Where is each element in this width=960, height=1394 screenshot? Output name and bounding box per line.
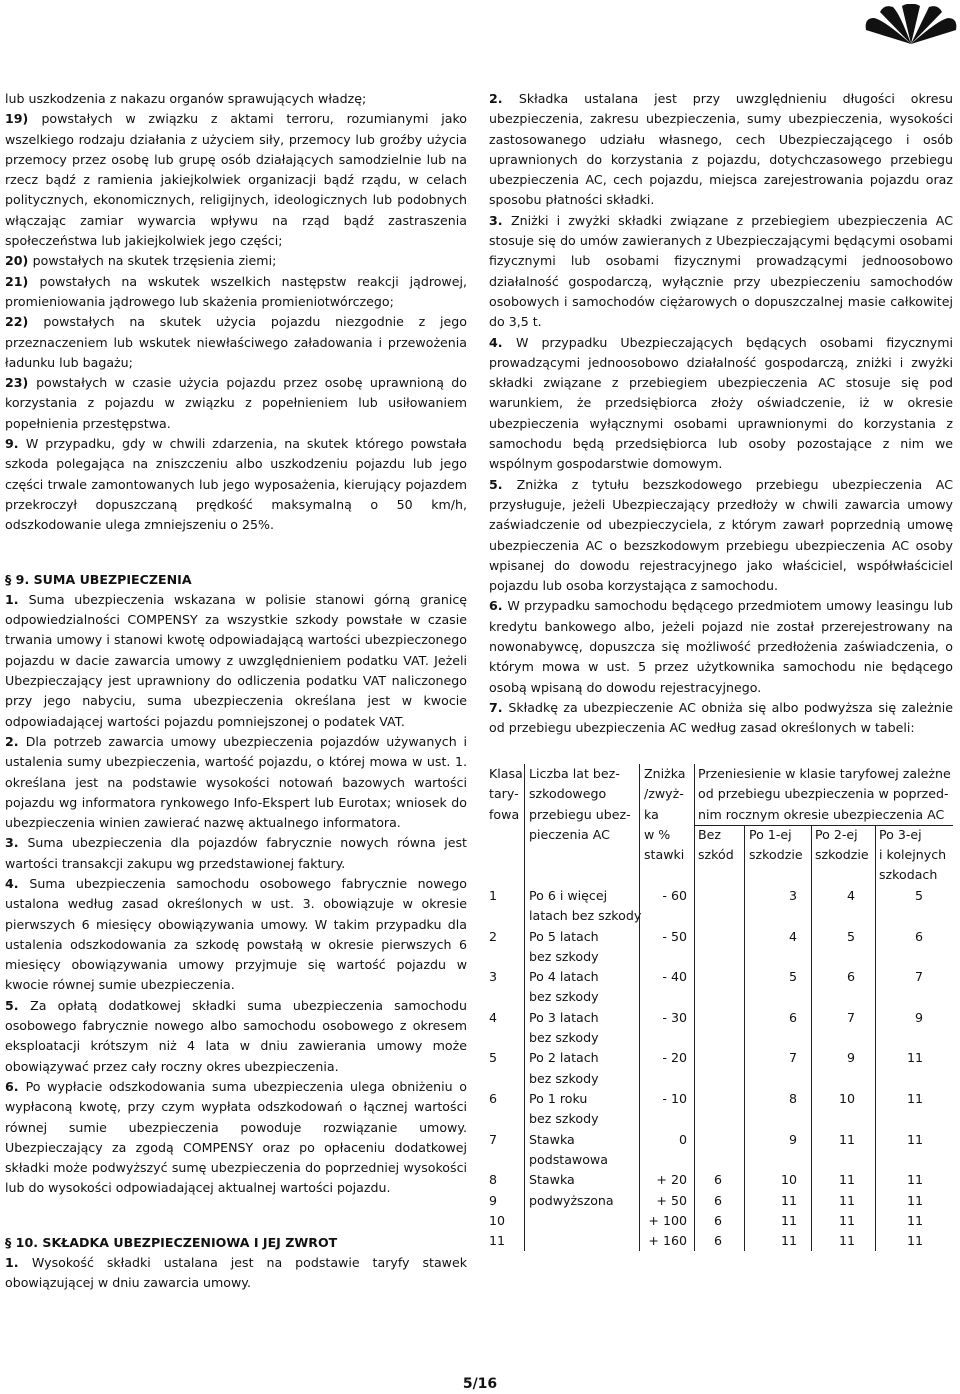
paragraph-number: 4. [5, 875, 30, 891]
table-border [811, 825, 812, 1252]
paragraph-number: 1. [5, 591, 29, 607]
paragraph-text: Suma ubezpieczenia samochodu osobowego fabrycznie nowego ustalona według zasad określonych w ust. 3. obowiązuje w okresie pierwszych 6 miesięcy obowiązywania umowy. W takim przypadku dla ustalenia odszkodowania za szkodę powstałą w okresie pierwszych 6 miesięcy obowiązywania umowy przyjmuje się wartość pojazdu w kwocie równej sumie ubezpieczenia. [5, 875, 467, 993]
table-cell-po-2: 11 [838, 1192, 855, 1208]
table-cell-po-1: 10 [780, 1172, 797, 1188]
paragraph [5, 373, 467, 434]
paragraph [5, 89, 467, 109]
table-cell-znizka: + 20 [656, 1172, 687, 1188]
paragraph [5, 732, 467, 833]
paragraph-text: Wysokość składki ustalana jest na podstawie taryfy stawek obowiązującej w dniu zawarcia umowy. [5, 1255, 468, 1291]
paragraph-text: W przypadku, gdy w chwili zdarzenia, na skutek którego powstała szkoda polegająca na zniszczeniu albo uszkodzeniu pojazdu lub jego części trwale zamontowanych lub jego wyposażenia, kierujący pojazdem przekroczył dopuszczaną prędkość maksymalną o 50 km/h, odszkodowanie ulega zmniejszeniu o 25%. [5, 436, 467, 533]
paragraph [5, 996, 467, 1077]
table-cell-po-3: 6 [914, 928, 923, 944]
table-cell-po-3: 11 [906, 1091, 923, 1106]
paragraph [5, 833, 467, 874]
paragraph [5, 312, 467, 373]
table-cell-po-2: 11 [838, 1233, 855, 1249]
table-cell-opis: Po 4 latach bez szkody [529, 969, 599, 1005]
paragraph-text: powstałych w czasie użycia pojazdu przez osobę uprawnioną do korzystania z pojazdu w związku z popełnieniem lub usiłowaniem popełnienia przestępstwa. [5, 375, 467, 431]
table-cell-bez-szkod: 6 [713, 1192, 722, 1208]
paragraph-text: Suma ubezpieczenia wskazana w polisie stanowi górną granicę odpowiedzialności COMPENSY za wszystkie szkody powstałe w czasie trwania umowy i stanowi kwotę odpowiadającą wartości ubezpieczonego pojazdu w dacie zawarcia umowy z uwzględnieniem podatku VAT. Jeżeli Ubezpieczający jest uprawniony do odliczenia podatku VAT naliczonego przy jego nabyciu, suma ubezpieczenia określana jest w kwocie odpowiadającej wartości pojazdu pomniejszonej o podatek VAT. [5, 591, 468, 729]
header-sub: Po 2-ej szkodzie [815, 826, 869, 863]
table-cell-po-2: 11 [838, 1212, 855, 1228]
table-cell-znizka: - 20 [662, 1050, 687, 1066]
table-cell-opis: Po 2 latach bez szkody [529, 1050, 599, 1086]
table-cell-klasa: 7 [489, 1131, 498, 1147]
table-cell-po-1: 8 [788, 1091, 797, 1106]
table-cell-po-1: 6 [788, 1009, 797, 1025]
table-cell-znizka: - 10 [662, 1091, 687, 1106]
header-liczba-lat: Liczba lat bez- szkodowego przebiegu ubez- pieczenia AC [529, 766, 631, 842]
table-border [694, 764, 695, 1251]
paragraph [489, 475, 953, 597]
header-przeniesienie: Przeniesienie w klasie taryfowej zależne od przebiegu ubezpieczenia w poprzed- nim rocznym okresie ubezpieczenia AC [698, 766, 951, 822]
table-cell-po-3: 11 [906, 1192, 923, 1208]
paragraph [5, 272, 467, 313]
table-cell-bez-szkod: 6 [713, 1212, 722, 1228]
paragraph-number: 4. [489, 334, 516, 350]
table-cell-klasa: 10 [489, 1212, 506, 1228]
paragraph-number: 21) [5, 273, 40, 289]
table-cell-znizka: + 160 [648, 1233, 687, 1249]
table-cell-po-2: 6 [846, 969, 855, 985]
paragraph-text: Zniżka z tytułu bezszkodowego przebiegu ubezpieczenia AC przysługuje, jeżeli Ubezpieczający przedłoży w chwili zawarcia umowy zaświadczenie od ubezpieczyciela, z którym zawarł poprzednią umowę ubezpieczenia AC o bezszkodowym przebiegu ubezpieczenia AC osoby wpisanej do dowodu rejestracyjnego jako właściciel, współwłaściciel pojazdu lub osoba korzystająca z samochodu. [489, 476, 953, 594]
table-cell-po-1: 9 [788, 1131, 797, 1147]
header-sub: Po 1-ej szkodzie [749, 826, 803, 863]
table-cell-po-3: 9 [914, 1009, 923, 1025]
table-cell-znizka: + 50 [656, 1192, 687, 1208]
table-cell-po-1: 11 [780, 1192, 797, 1208]
table-cell-znizka: - 40 [662, 969, 687, 985]
paragraph-text: Składka ustalana jest przy uwzględnieniu długości okresu ubezpieczenia, zakresu ubezpieczenia, sumy ubezpieczenia, wysokości zastosowanego udziału własnego, cech Ubezpieczającego i osób uprawnionych do korzystania z pojazdu, dotychczasowego przebiegu ubezpieczenia AC, cech pojazdu, miejsca zarejestrowania pojazdu oraz sposobu płatności składki. [489, 91, 953, 208]
paragraph-number: 5. [489, 476, 517, 492]
table-cell-bez-szkod: 6 [713, 1233, 722, 1249]
paragraph-number: 3. [5, 835, 28, 851]
header-sub: Po 3-ej i kolejnych szkodach [879, 826, 947, 883]
table-cell-klasa: 5 [489, 1050, 498, 1066]
table-cell-znizka: + 100 [648, 1212, 687, 1228]
shell-fan-logo-icon [864, 4, 958, 44]
header-sub: Bez szkód [698, 826, 734, 863]
table-cell-po-3: 11 [906, 1233, 923, 1249]
table-cell-po-3: 7 [914, 969, 923, 985]
paragraph-number: 19) [5, 111, 42, 127]
paragraph-number: 23) [5, 375, 37, 391]
section-heading: § 10. SKŁADKA UBEZPIECZENIOWA I JEJ ZWROT [5, 1234, 338, 1250]
table-border [875, 825, 876, 1252]
table-cell-po-1: 7 [788, 1050, 797, 1066]
table-cell-klasa: 1 [489, 888, 498, 903]
page-number: 5/16 [462, 1376, 498, 1392]
paragraph-number: 5. [5, 997, 31, 1013]
table-cell-po-3: 5 [914, 888, 923, 903]
section-heading: § 9. SUMA UBEZPIECZENIA [5, 571, 192, 587]
table-cell-bez-szkod: 6 [713, 1172, 722, 1188]
table-cell-po-1: 5 [788, 969, 797, 985]
header-znizka: Zniżka /zwyż- ka w % stawki [644, 766, 686, 863]
table-cell-po-2: 11 [838, 1131, 855, 1147]
paragraph-number: 9. [5, 436, 26, 452]
paragraph [489, 211, 953, 333]
paragraph [489, 333, 953, 475]
paragraph-text: Dla potrzeb zawarcia umowy ubezpieczenia pojazdów używanych i ustalenia sumy ubezpieczenia, wartość pojazdu, o której mowa w ust. 1. określana jest na podstawie wysokości notowań bazowych wartości pojazdu wg informatora rynkowego Info-Ekspert lub Eurotax; wniosek do ubezpieczenia winien zawierać nazwę aktualnego informatora. [5, 733, 467, 831]
paragraph-text: Za opłatą dodatkowej składki suma ubezpieczenia samochodu osobowego fabrycznie nowego albo samochodu osobowego z okresem eksploatacji krótszym niż 4 lata w dniu zawierania umowy może obowiązywać przez cały roczny okres ubezpieczenia. [5, 997, 467, 1074]
paragraph-text: powstałych na skutek użycia pojazdu niezgodnie z jego przeznaczeniem lub wskutek niewłaściwego załadowania i przewożenia ładunku lub bagażu; [5, 314, 467, 370]
paragraph-text: W przypadku samochodu będącego przedmiotem umowy leasingu lub kredytu bankowego albo, jeżeli pojazd nie został przerejestrowany na nowonabywcę, dopuszcza się możliwość przedłożenia zaświadczenia, o którym mowa w ust. 5 przez użytkownika samochodu nie będącego osobą wpisaną do dowodu rejestracyjnego. [489, 598, 953, 695]
table-cell-po-3: 11 [906, 1131, 923, 1147]
paragraph [5, 1077, 467, 1199]
paragraph-text: powstałych w związku z aktami terroru, rozumianymi jako wszelkiego rodzaju działania z użyciem siły, przemocy lub groźby użycia przemocy przez osobę lub grupę osób działających samodzielnie lub na rzecz bądź z ramienia jakiejkolwiek organizacji bądź rządu, w celach politycznych, ekonomicznych, religijnych, ideologicznych lub podobnych włączając zamiar wywarcia wpływu na rząd bądź zastraszenia społeczeństwa lub jakiejkolwiek jego części; [5, 111, 467, 249]
left-column [5, 89, 467, 1294]
paragraph-number: 20) [5, 253, 33, 269]
paragraph-text: Zniżki i zwyżki składki związane z przebiegiem ubezpieczenia AC stosuje się do umów zawieranych z Ubezpieczającymi będącymi osobami fizycznymi lub osobami fizycznymi prowadzącymi jednoosobowo działalność gospodarczą, wyłącznie przy ubezpieczeniu samochodów osobowych i samochodów ciężarowych o dopuszczalnej masie całkowitej do 3,5 t. [489, 212, 953, 330]
table-border [524, 764, 525, 1251]
table-cell-znizka: - 30 [662, 1009, 687, 1025]
paragraph-number: 7. [489, 699, 509, 715]
table-cell-po-1: 11 [780, 1212, 797, 1228]
table-cell-znizka: - 50 [662, 928, 687, 944]
table-border [744, 825, 745, 1252]
table-cell-klasa: 11 [489, 1233, 506, 1249]
paragraph-text: powstałych na wskutek wszelkich następstw reakcji jądrowej, promieniowania jądrowego lub skażenia promieniotwórczego; [5, 273, 467, 309]
table-cell-opis: Po 1 roku bez szkody [529, 1091, 599, 1127]
table-cell-klasa: 4 [489, 1009, 498, 1025]
table-cell-po-2: 9 [846, 1050, 855, 1066]
table-cell-opis: Po 3 latach bez szkody [529, 1009, 599, 1046]
paragraph [5, 590, 467, 732]
paragraph [5, 1253, 467, 1294]
paragraph-text: Składkę za ubezpieczenie AC obniża się albo podwyższa się zależnie od przebiegu ubezpieczenia AC według zasad określonych w tabeli: [489, 699, 953, 736]
paragraph [489, 89, 953, 211]
paragraph-number: 6. [489, 598, 508, 614]
table-cell-klasa: 6 [489, 1091, 498, 1106]
paragraph [5, 251, 467, 271]
paragraph-number: 1. [5, 1255, 32, 1271]
table-cell-klasa: 3 [489, 969, 498, 985]
paragraph-number: 3. [489, 212, 512, 228]
table-cell-klasa: 8 [489, 1172, 498, 1188]
paragraph-text: powstałych na skutek trzęsienia ziemi; [32, 253, 277, 269]
header-klasa: Klasa tary- fowa [489, 766, 523, 822]
table-cell-opis: Po 6 i więcej latach bez szkody [529, 888, 642, 924]
table-cell-znizka: - 60 [662, 888, 687, 903]
table-cell-po-3: 11 [906, 1212, 923, 1228]
table-cell-po-2: 10 [838, 1091, 855, 1106]
paragraph-number: 6. [5, 1078, 26, 1094]
paragraph-number: 22) [5, 314, 44, 330]
paragraph-text: W przypadku Ubezpieczających będących osobami fizycznymi prowadzącymi jednoosobowo działalność gospodarczą, zniżki i zwyżki składki związane z przebiegiem ubezpieczenia AC stosuje się pod warunkiem, że przedsiębiorca złoży oświadczenie, iż w okresie ubezpieczenia wyłącznymi osobami uprawnionymi do korzystania z samochodu będą przedsiębiorca lub osoby pozostające z nim we wspólnym gospodarstwie domowym. [489, 334, 953, 472]
table-cell-po-2: 11 [838, 1172, 855, 1188]
table-border [694, 825, 953, 826]
table-cell-po-3: 11 [906, 1172, 923, 1188]
paragraph-text: lub uszkodzenia z nakazu organów sprawujących władzę; [5, 91, 367, 106]
paragraph-number: 2. [489, 91, 519, 106]
table-cell-klasa: 2 [489, 928, 498, 944]
table-cell-opis: podwyższona [529, 1192, 614, 1208]
table-cell-opis: Stawka podstawowa [529, 1131, 608, 1167]
table-cell-opis: Stawka [529, 1172, 575, 1188]
table-cell-po-1: 4 [788, 928, 797, 944]
paragraph [489, 698, 953, 739]
table-cell-po-2: 5 [846, 928, 855, 944]
paragraph-number: 2. [5, 733, 26, 749]
table-cell-po-2: 7 [846, 1009, 855, 1025]
table-cell-po-2: 4 [846, 888, 855, 903]
table-border [639, 764, 640, 1251]
table-cell-opis: Po 5 latach bez szkody [529, 928, 599, 964]
paragraph [489, 596, 953, 697]
table-cell-po-1: 11 [780, 1233, 797, 1249]
paragraph [5, 109, 467, 251]
table-cell-po-1: 3 [788, 888, 797, 903]
table-cell-klasa: 9 [489, 1192, 498, 1208]
paragraph-text: Po wypłacie odszkodowania suma ubezpieczenia ulega obniżeniu o wypłaconą kwotę, przy czym wypłata odszkodowań o łącznej wartości równej sumie ubezpieczenia powoduje rozwiązanie umowy. Ubezpieczający za zgodą COMPENSY oraz po opłaceniu dodatkowej składki może podwyższyć sumę ubezpieczenia do poprzedniej wysokości lub do wysokości odpowiadającej aktualnej wartości pojazdu. [5, 1078, 467, 1196]
table-cell-po-3: 11 [906, 1050, 923, 1066]
right-column [489, 89, 953, 739]
paragraph [5, 434, 467, 535]
paragraph-text: Suma ubezpieczenia dla pojazdów fabrycznie nowych równa jest wartości transakcji zakupu wg przedstawionej faktury. [5, 835, 467, 871]
paragraph [5, 874, 467, 996]
table-cell-znizka: 0 [678, 1131, 687, 1147]
